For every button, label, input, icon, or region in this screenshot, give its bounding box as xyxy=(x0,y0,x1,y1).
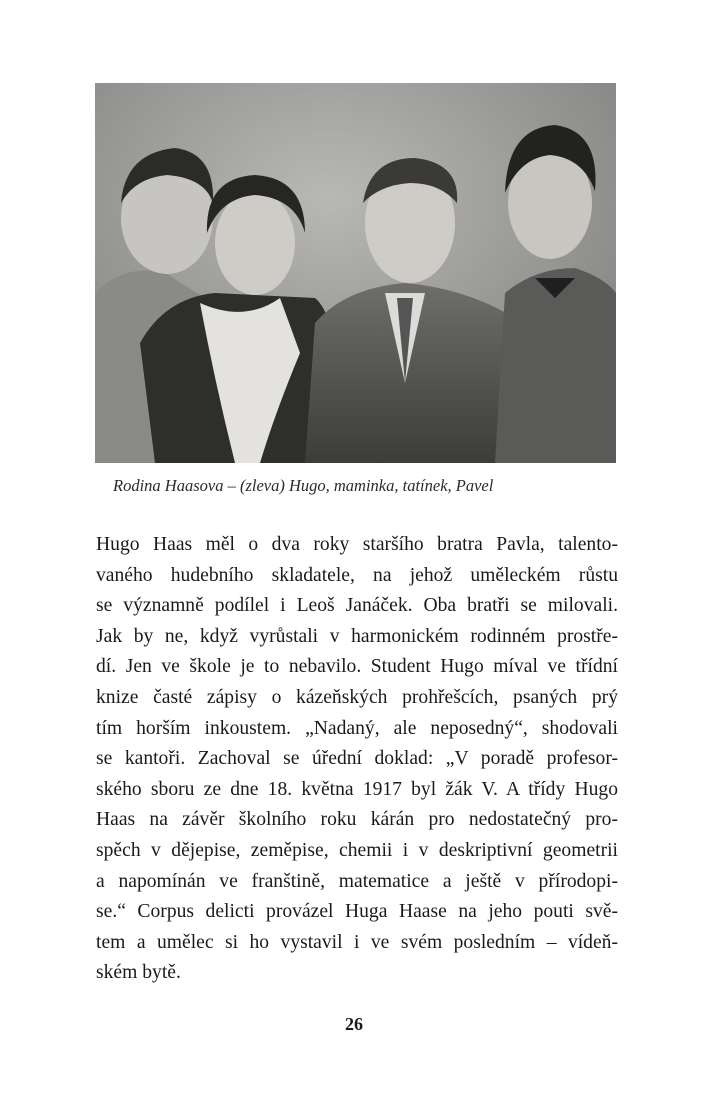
text-line: se kantoři. Zachoval se úřední doklad: „V poradě profesor- xyxy=(96,748,618,770)
photo-caption: Rodina Haasova – (zleva) Hugo, maminka, tatínek, Pavel xyxy=(113,476,494,495)
text-line: ského sboru ze dne 18. května 1917 byl žák V. A třídy Hugo xyxy=(96,778,618,800)
text-line: a napomínán ve franštině, matematice a ještě v přírodopi- xyxy=(96,870,618,892)
family-portrait-photo xyxy=(95,83,616,463)
text-line: ském bytě. xyxy=(96,962,181,984)
text-line: tím horším inkoustem. „Nadaný, ale neposedný“, shodovali xyxy=(96,717,618,739)
text-line: Haas na závěr školního roku kárán pro nedostatečný pro- xyxy=(96,809,618,831)
text-line: dí. Jen ve škole je to nebavilo. Student Hugo míval ve třídní xyxy=(96,656,618,678)
text-line: spěch v dějepise, zeměpise, chemii i v deskriptivní geometrii xyxy=(96,839,618,861)
text-line: Hugo Haas měl o dva roky staršího bratra Pavla, talento- xyxy=(96,534,618,555)
text-line: vaného hudebního skladatele, na jehož uměleckém růstu xyxy=(96,564,618,586)
body-paragraph xyxy=(96,530,618,989)
text-line: knize časté zápisy o kázeňských prohřešcích, psaných prý xyxy=(96,686,618,708)
text-line: tem a umělec si ho vystavil i ve svém posledním – vídeň- xyxy=(96,931,618,953)
text-line: Jak by ne, když vyrůstali v harmonickém rodinném prostře- xyxy=(96,625,618,647)
text-line: se významně podílel i Leoš Janáček. Oba bratři se milovali. xyxy=(96,595,618,617)
portrait-illustration xyxy=(95,83,616,463)
page-number: 26 xyxy=(345,1014,363,1034)
text-line: se.“ Corpus delicti provázel Huga Haase na jeho pouti svě- xyxy=(96,901,618,923)
